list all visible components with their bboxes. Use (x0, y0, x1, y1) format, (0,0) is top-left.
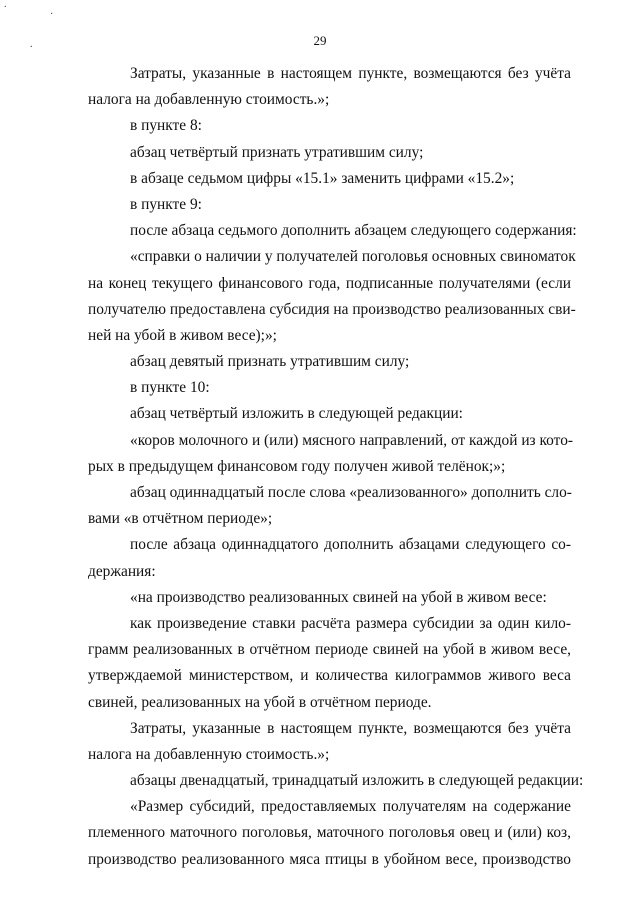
text-line: на конец текущего финансового года, подписанные получателями (если (88, 274, 571, 292)
text-line: рых в предыдущем финансовом году получен живой телёнок;»; (88, 457, 506, 475)
text-line: «Размер субсидий, предоставляемых получателям на содержание (130, 798, 571, 816)
text-line: свиней, реализованных на убой в отчётном периоде. (88, 693, 432, 711)
text-line: «на производство реализованных свиней на убой в живом весе: (130, 588, 547, 606)
text-line: в пункте 9: (130, 195, 202, 213)
text-line: Затраты, указанные в настоящем пункте, возмещаются без учёта (130, 65, 571, 82)
text-line: грамм реализованных в отчётном периоде свиней на убой в живом весе, (88, 641, 571, 659)
text-line: в пункте 8: (130, 117, 202, 135)
text-line: вами «в отчётном периоде»; (88, 510, 273, 528)
text-line: абзац четвёртый изложить в следующей редакции: (130, 405, 463, 423)
document-body (88, 61, 584, 873)
scan-mark-dot: · (50, 9, 54, 20)
text-line: налога на добавленную стоимость.»; (88, 91, 330, 109)
text-line: после абзаца седьмого дополнить абзацем следующего содержания: (130, 222, 577, 240)
scan-mark-dot: . (4, 0, 7, 10)
text-line: племенного маточного поголовья, маточного поголовья овец и (или) коз, (88, 824, 571, 842)
text-line: абзац четвёртый признать утратившим силу; (130, 143, 424, 161)
text-line: в пункте 10: (130, 379, 210, 397)
text-line: абзац девятый признать утратившим силу; (130, 353, 410, 371)
text-line: абзацы двенадцатый, тринадцатый изложить в следующей редакции: (130, 772, 584, 790)
text-line: производство реализованного мяса птицы в убойном весе, производство (88, 850, 571, 868)
text-line: Затраты, указанные в настоящем пункте, возмещаются без учёта (130, 719, 571, 737)
text-line: «справки о наличии у получателей поголовья основных свиноматок (130, 248, 576, 266)
text-line: как произведение ставки расчёта размера субсидии за один кило- (130, 614, 571, 632)
text-line: «коров молочного и (или) мясного направлений, от каждой из кото- (130, 431, 574, 449)
text-line: абзац одиннадцатый после слова «реализованного» дополнить сло- (130, 484, 572, 501)
text-line: держания: (88, 562, 156, 580)
text-line: ней на убой в живом весе);»; (88, 326, 277, 344)
scan-mark-dot: . (30, 39, 33, 50)
page-number: 29 (313, 33, 327, 48)
text-line: в абзаце седьмом цифры «15.1» заменить цифрами «15.2»; (130, 169, 515, 187)
text-line: после абзаца одиннадцатого дополнить абзацами следующего со- (130, 536, 571, 554)
text-line: получателю предоставлена субсидия на производство реализованных сви- (88, 300, 576, 318)
text-line: утверждаемой министерством, и количества килограммов живого веса (88, 667, 571, 685)
text-line: налога на добавленную стоимость.»; (88, 745, 330, 763)
